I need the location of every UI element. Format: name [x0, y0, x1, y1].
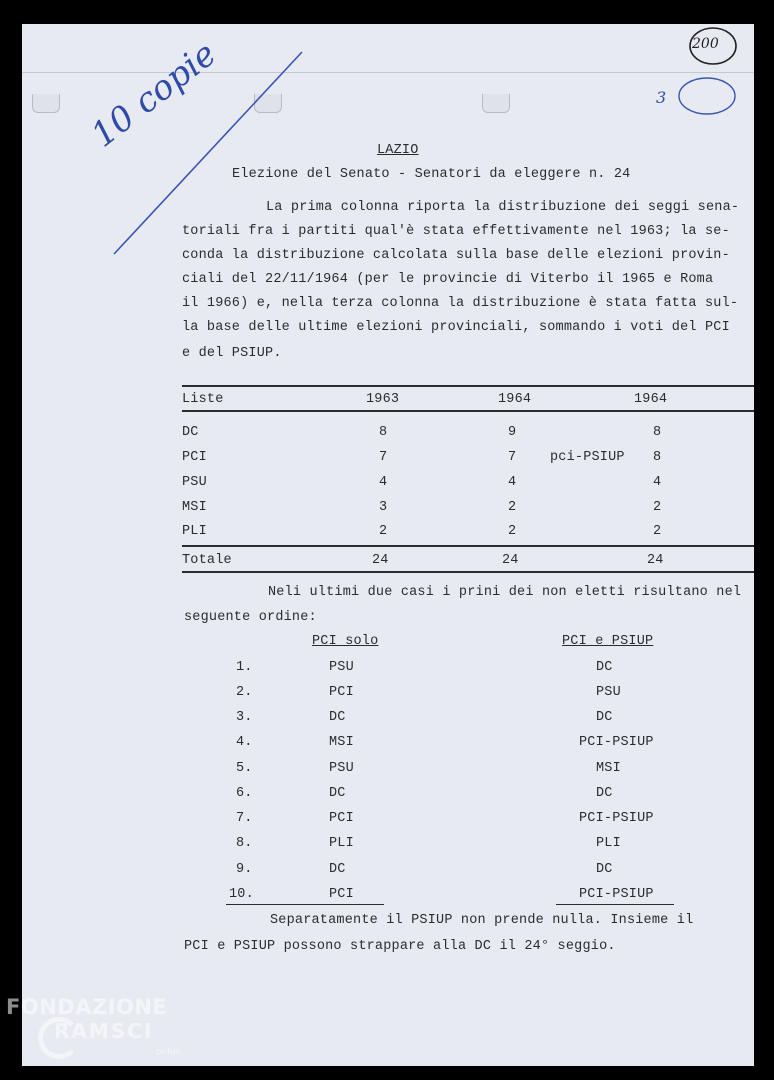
binder-tab	[482, 94, 510, 113]
combined-label: pci-PSIUP	[550, 450, 625, 465]
column-header: 1963	[366, 392, 400, 407]
table-rule-header	[182, 410, 754, 412]
table-rule-total	[182, 545, 754, 547]
subtitle: Elezione del Senato - Senatori da eleggere n. 24	[232, 167, 631, 182]
folio-number: 3	[656, 88, 667, 107]
table-rule-bottom	[182, 571, 754, 573]
region-title: LAZIO	[377, 143, 419, 158]
ranking-underline	[226, 904, 384, 905]
binder-tab	[32, 94, 60, 113]
column-header: 1964	[498, 392, 532, 407]
document-page: 10 copie 200 3 LAZIO Elezione del Senato - Senatori da eleggere n. 24 La prima colonna riporta la distribuzione dei seggi sena- toriali fra i partiti qual'è stata effettivamente nel 1963; la se- conda la distribuzione calcolata sulla base delle elezioni provin- ciali del 22/11/1964 (per le provincie di Viterbo il 1965 e Roma il 1966) e, nella terza colonna la distribuzione è stata fatta sul- la base delle ultime elezioni provinciali, sommando i voti del PCI e del PSIUP. Liste 1963 1964 1964 DC 8 9 8 PCI 7 7 pci-PSIUP 8 PSU 4 4 4 MSI 3 2 2 PLI 2 2 2 Totale 24 24 24 Neli ultimi due casi i prini dei non eletti risultano nel seguente ordine: PCI solo PCI e PSIUP 1. PSU DC 2. PCI PSU 3. DC DC 4. MSI PCI-PSIUP 5. PSU MSI 6. DC DC 7. PCI PCI-PSIUP 8. PLI PLI 9. DC DC 10. PCI PCI-PSIUP Separatamente il PSIUP non prende nulla. Insieme il PCI e PSIUP possono strappare alla DC il 24° seggio.	[22, 24, 754, 1066]
table-rule-top	[182, 385, 754, 387]
ranking-col-header: PCI e PSIUP	[562, 634, 654, 649]
ranking-col-header: PCI solo	[312, 634, 379, 649]
column-header: 1964	[634, 392, 668, 407]
column-header: Liste	[182, 392, 224, 407]
page-number: 200	[692, 36, 719, 52]
closing-text: Separatamente il PSIUP non prende nulla. Insieme il	[270, 913, 694, 928]
closing-text: PCI e PSIUP possono strappare alla DC il 24° seggio.	[184, 939, 616, 954]
ranking-intro: seguente ordine:	[184, 610, 317, 625]
ranking-intro: Neli ultimi due casi i prini dei non eletti risultano nel	[268, 585, 742, 600]
ranking-underline	[556, 904, 674, 905]
handwritten-note: 10 copie	[84, 33, 224, 156]
